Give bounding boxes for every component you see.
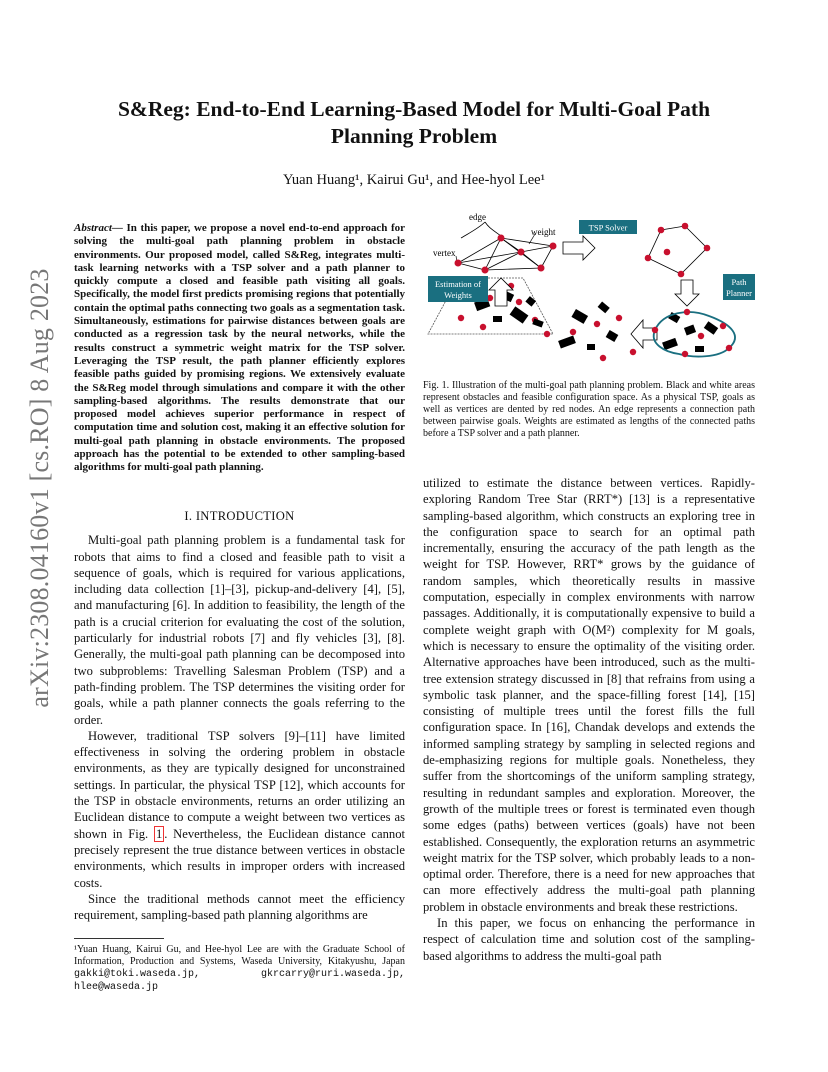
- title-line-1: S&Reg: End-to-End Learning-Based Model for Multi-Goal Path: [117, 97, 711, 121]
- obstacle: [587, 344, 595, 350]
- section-heading: I. INTRODUCTION: [184, 509, 295, 523]
- tsp-nodes: [645, 223, 711, 278]
- paragraph: [74, 728, 405, 891]
- footnote-rule: [74, 938, 164, 939]
- goal-node: [684, 309, 690, 315]
- label-vertex: vertex: [433, 248, 456, 258]
- figure-reference-link[interactable]: 1: [155, 826, 163, 841]
- obstacle: [704, 321, 718, 334]
- goal-node: [726, 345, 732, 351]
- goal-node: [516, 299, 522, 305]
- paper-title: [80, 96, 748, 150]
- goal-node: [480, 324, 486, 330]
- arxiv-stamp-text: arXiv:2308.04160v1 [cs.RO] 8 Aug 2023: [25, 268, 54, 708]
- goal-node: [455, 260, 462, 267]
- goal-node: [664, 249, 671, 256]
- goal-node: [544, 331, 550, 337]
- goal-node: [518, 249, 525, 256]
- right-column: [423, 475, 755, 964]
- goal-node: [682, 351, 688, 357]
- goal-node: [538, 265, 545, 272]
- left-column: [74, 508, 405, 923]
- paragraph: In this paper, we focus on enhancing the performance in respect of calculation time and solution cost of the sampling-based algorithms to address the multi-goal path: [423, 916, 755, 963]
- goal-node: [652, 327, 658, 333]
- goal-node: [482, 267, 489, 274]
- footnote-emails[interactable]: gakki@toki.waseda.jp, gkrcarry@ruri.waseda.jp, hlee@waseda.jp: [74, 969, 405, 993]
- figure-1: [423, 208, 755, 374]
- path-planner-line-1: Path: [731, 277, 747, 287]
- abstract-text: In this paper, we propose a novel end-to-end approach for solving the multi-goal path planning problem in obstacle environments. Our proposed model, called S&Reg, integrates multi-task learning networks with a TSP solver and a path planner to quickly compute a closed and feasible path visiting all goals. Specifically, the model first predicts promising regions that potentially contain the optimal paths connecting two goals as a segmentation task. Simultaneously, estimations for pairwise distances between goals are conducted as a regression task by the neural networks, while the results construct a symmetric weight matrix for the TSP solver. Leveraging the TSP result, the path planner efficiently explores feasible paths guided by promising regions. We extensively evaluate the S&Reg model through simulations and compare it with the other sampling-based algorithms. The results demonstrate that our proposed model achieves superior performance in respect of computation time and solution cost, making it an effective solution for multi-goal path planning in obstacle environments. The proposed approach has the potential to be extended to other sampling-based algorithms for multi-goal path planning.: [74, 222, 405, 474]
- paragraph: utilized to estimate the distance between vertices. Rapidly-exploring Random Tree Star (RRT*) [13] is a representative sampling-based algorithm, which constructs an exploring tree in the configuration space to search for an optimal path incrementally, ensuring the accuracy of the path length as the weight for TSP. However, RRT* grows by the guidance of random samples, which theoretically results in massive computation, especially in complex environments with narrow passages. Additionally, it is computationally expensive to build a complete weight graph with O(M²) complexity for M goals, which is necessary to ensure the optimality of the visiting order. Alternative approaches have been introduced, such as the multi-tree extension strategy discussed in [8] that refrains from using a symbolic task planner, and the space-filling forest [14], [15] consisting of multiple trees until the forest fills the full configuration space. In [16], Chandak develops and extends the informed sampling strategy by sampling in selected regions and de-emphasizing regions for multiple goals. Nonetheless, they suffer from the shortcomings of the uniform sampling strategy, resulting in redundant samples and exploration. Moreover, the growth of the multiple trees or forest is terminated even though some edges (paths) between vertices (goals) have not been established. Consequently, the exploration returns an asymmetric weight matrix for the TSP solver, which probably leads to a non-optimal order. Therefore, there is a need for new approaches that can more effectively address the multi-goal path planning problem in obstacle environments and break these restrictions.: [423, 476, 755, 914]
- arrow-down-icon: [675, 280, 699, 306]
- env-center-nodes: [544, 315, 636, 361]
- goal-node: [594, 321, 600, 327]
- paragraph-text: However, traditional TSP solvers [9]–[11] have limited effectiveness in solving the ordering problem in obstacle environments, as they are typically designed for unconstrained settings. In particular, the physical TSP [12], which accounts for the TSP in obstacle environments, returns an order utilizing an Euclidean distance to compute a weight between two vertices as shown in Fig.: [74, 728, 405, 841]
- goal-node: [682, 223, 689, 230]
- footnote-text: ¹Yuan Huang, Kairui Gu, and Hee-hyol Lee are with the Graduate School of Information, Production and Systems, Waseda University, Kitakyushu, Japan: [74, 944, 405, 967]
- obstacle: [558, 336, 576, 349]
- goal-node: [658, 227, 665, 234]
- goal-node: [498, 235, 505, 242]
- goal-node: [645, 255, 652, 262]
- label-edge: edge: [469, 212, 486, 222]
- abstract-label: Abstract—: [74, 222, 123, 234]
- obstacle: [684, 325, 696, 336]
- figure-caption: Fig. 1. Illustration of the multi-goal path planning problem. Black and white areas represent obstacles and feasible configuration space. As a physical TSP, goals as well as vertices are dented by red nodes. An edge represents a connection path between pairwise goals. Weights are estimated as lengths of the connected paths before a TSP solver and a path planner.: [423, 380, 755, 439]
- arxiv-stamp: [20, 268, 60, 708]
- path-planner-line-2: Planner: [726, 288, 752, 298]
- authors: Yuan Huang¹, Kairui Gu¹, and Hee-hyol Lee¹: [283, 172, 545, 188]
- goal-node: [720, 323, 726, 329]
- graph-nodes: [455, 235, 557, 274]
- title-line-2: Planning Problem: [330, 124, 498, 148]
- tsp-solver-label: TSP Solver: [588, 222, 628, 233]
- obstacle: [695, 346, 704, 352]
- tsp-tour: [648, 226, 707, 274]
- goal-node: [698, 333, 704, 339]
- footnote: [74, 944, 405, 994]
- estimation-line-1: Estimation of: [434, 279, 482, 289]
- goal-node: [458, 315, 464, 321]
- obstacle: [606, 330, 619, 342]
- goal-node: [570, 329, 576, 335]
- obstacle: [662, 338, 678, 350]
- estimation-line-2: Weights: [444, 290, 472, 300]
- obstacle: [598, 301, 610, 313]
- label-weight: weight: [531, 227, 556, 237]
- goal-node: [600, 355, 606, 361]
- obstacle: [571, 309, 588, 324]
- goal-node: [616, 315, 622, 321]
- paragraph-text: . Nevertheless, the Euclidean distance cannot precisely represent the true distance between vertices in obstacle environments, which results in improper orders with increased costs.: [74, 826, 405, 890]
- planned-path: [654, 312, 735, 356]
- arrow-right-icon-1: [563, 236, 595, 260]
- obstacle: [493, 316, 502, 322]
- goal-node: [550, 243, 557, 250]
- paragraph: Since the traditional methods cannot meet the efficiency requirement, sampling-based path planning algorithms are: [74, 891, 405, 923]
- goal-node: [630, 349, 636, 355]
- abstract: [74, 222, 405, 475]
- paragraph: Multi-goal path planning problem is a fundamental task for robots that aims to find a closed and feasible path to visit a sequence of goals, which is required for various applications, including data collection [1]–[3], pickup-and-delivery [4], [5], and manufacturing [6]. In addition to feasibility, the length of the path is a crucial criterion for evaluating the cost of the solution, particularly for industrial robots [7] and fly vehicles [3], [8]. Generally, the multi-goal path planning can be decomposed into two subproblems: Travelling Salesman Problem (TSP) and a path-finding problem. The TSP determines the visiting order for goals, while a path planner connects the goals referring to the order.: [74, 533, 405, 727]
- goal-node: [678, 271, 685, 278]
- goal-node: [704, 245, 711, 252]
